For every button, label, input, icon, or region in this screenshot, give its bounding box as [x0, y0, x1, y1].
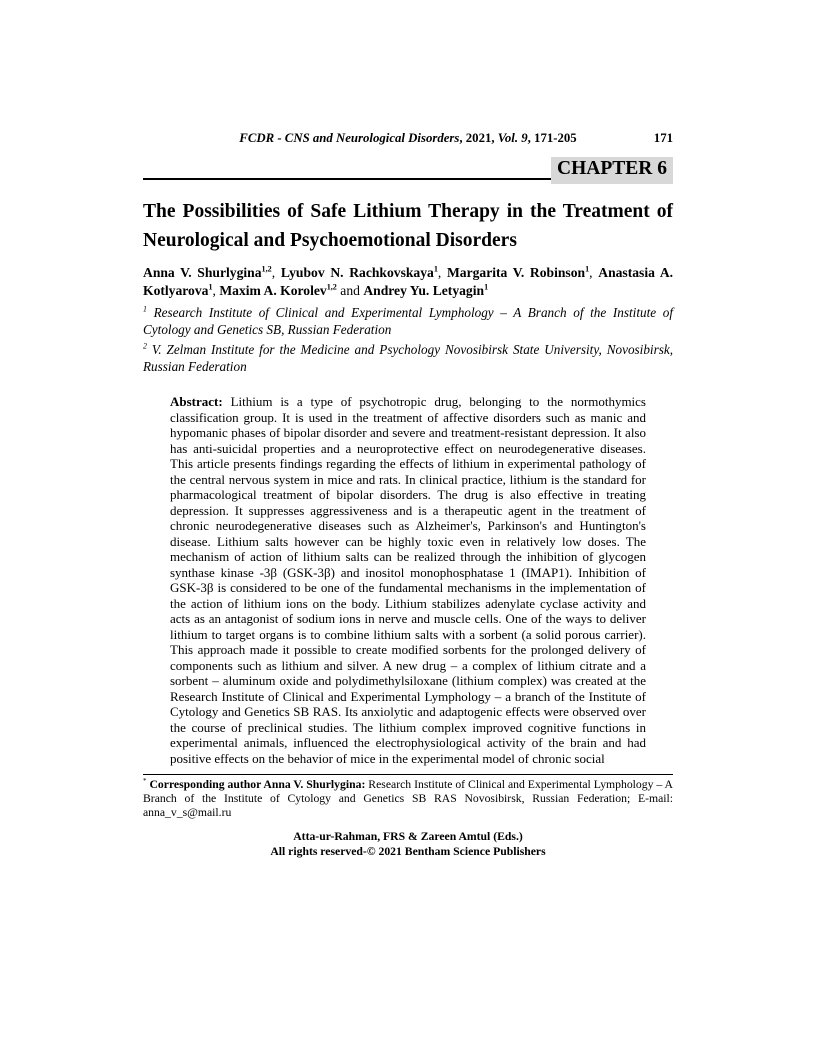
author	[281, 265, 447, 280]
journal-year: , 2021,	[459, 131, 498, 145]
editors-line: Atta-ur-Rahman, FRS & Zareen Amtul (Eds.)	[293, 830, 523, 844]
author-separator: ,	[589, 265, 599, 280]
author-affiliation-marker: 1	[585, 264, 590, 274]
author-name: Anastasia A. Kotlyarova	[143, 265, 674, 298]
author	[363, 283, 488, 298]
author	[219, 283, 363, 298]
author-affiliation-marker: 1,2	[261, 264, 272, 274]
author-name: Lyubov N. Rachkovskaya	[280, 265, 434, 280]
abstract	[170, 394, 646, 766]
affiliation-text: Research Institute of Clinical and Experimental Lymphology – A Branch of the Institute of Cytology and Genetics SB, Russian Federation	[143, 305, 673, 337]
author-affiliation-marker: 1	[433, 264, 438, 274]
chapter-title: The Possibilities of Safe Lithium Therapy in the Treatment of Neurological and Psychoemotional Disorders	[143, 201, 673, 251]
chapter-label: CHAPTER 6	[551, 157, 673, 184]
copyright-line: All rights reserved-© 2021 Bentham Science Publishers	[270, 844, 546, 858]
author-separator: ,	[437, 265, 447, 280]
authors-line	[143, 264, 673, 299]
author	[143, 265, 281, 280]
page-content	[143, 0, 673, 859]
chapter-rule	[143, 178, 551, 180]
affiliation-marker: 1	[143, 304, 147, 314]
affiliation-2	[143, 342, 673, 375]
journal-volume: Vol. 9	[497, 131, 528, 145]
author-name: Anna V. Shurlygina	[143, 265, 262, 280]
journal-pages: , 171-205	[527, 131, 577, 145]
abstract-label: Abstract:	[170, 394, 223, 409]
corresponding-author-footnote	[143, 778, 673, 819]
chapter-banner	[143, 157, 673, 184]
affiliation-text: V. Zelman Institute for the Medicine and Psychology Novosibirsk State University, Novosibirsk, Russian Federation	[143, 342, 674, 374]
author-name: Andrey Yu. Letyagin	[363, 282, 485, 298]
author-separator: and	[336, 282, 364, 298]
author-separator: ,	[271, 265, 281, 280]
corresponding-author-label: Corresponding author Anna V. Shurlygina:	[149, 778, 366, 791]
journal-citation	[239, 131, 576, 145]
abstract-text: Lithium is a type of psychotropic drug, belonging to the normothymics classification group. It is used in the treatment of affective disorders such as manic and hypomanic phases of bipolar disorder and severe and treatment-resistant depression. It also has anti-suicidal properties and a neuroprotective effect on neurodegenerative diseases. This article presents findings regarding the effects of lithium in experimental pathology of the central nervous system in mice and rats. In clinical practice, lithium is the standard for pharmacological treatment of bipolar disorders. The drug is also effective in treating depression. It suppresses aggressiveness and is a therapeutic agent in the treatment of chronic neurodegenerative diseases such as Alzheimer's, Parkinson's and Huntington's disease. Lithium salts however can be highly toxic even in relatively low doses. The mechanism of action of lithium salts can be realized through the inhibition of glycogen synthase kinase -3β (GSK-3β) and inositol monophosphatase 1 (IMAP1). Inhibition of GSK-3β is considered to be one of the fundamental mechanisms in the implementation of the action of lithium ions on the body. Lithium stabilizes adenylate cyclase activity and acts as an antagonist of sodium ions in nerve and muscle cells. One of the ways to deliver lithium to target organs is to combine lithium salts with a sorbent (a solid porous carrier). This approach made it possible to create modified sorbents for the prolonged delivery of components such as lithium and silver. A new drug – a complex of lithium citrate and a sorbent – aluminum oxide and polydimethylsiloxane (lithium complex) was created at the Research Institute of Clinical and Experimental Lymphology – a branch of the Institute of Cytology and Genetics SB RAS. Its anxiolytic and adaptogenic effects were observed over the course of preclinical studies. The lithium complex improved cognitive functions in experimental animals, influenced the electrophysiological activity of the brain and had positive effects on the behavior of mice in the experimental model of chronic social	[170, 394, 646, 766]
imprint	[143, 830, 673, 859]
page-number: 171	[653, 131, 673, 145]
author-separator: ,	[212, 282, 220, 298]
footnote-marker: *	[143, 777, 147, 786]
author-name: Maxim A. Korolev	[219, 282, 327, 298]
author	[447, 265, 598, 280]
author-affiliation-marker: 1	[484, 281, 489, 291]
footnote-rule	[143, 774, 673, 775]
author-affiliation-marker: 1,2	[326, 281, 337, 291]
author-affiliation-marker: 1	[208, 281, 213, 291]
author-name: Margarita V. Robinson	[446, 265, 586, 280]
affiliation-1	[143, 305, 673, 338]
corresponding-author-text: Research Institute of Clinical and Experimental Lymphology – A Branch of the Institute of Cytology and Genetics SB RAS Novosibirsk, Russian Federation; E-mail: anna_v_s@mail.ru	[143, 778, 673, 819]
affiliation-marker: 2	[143, 341, 147, 351]
journal-title: FCDR - CNS and Neurological Disorders	[239, 131, 460, 145]
running-head	[143, 131, 673, 146]
